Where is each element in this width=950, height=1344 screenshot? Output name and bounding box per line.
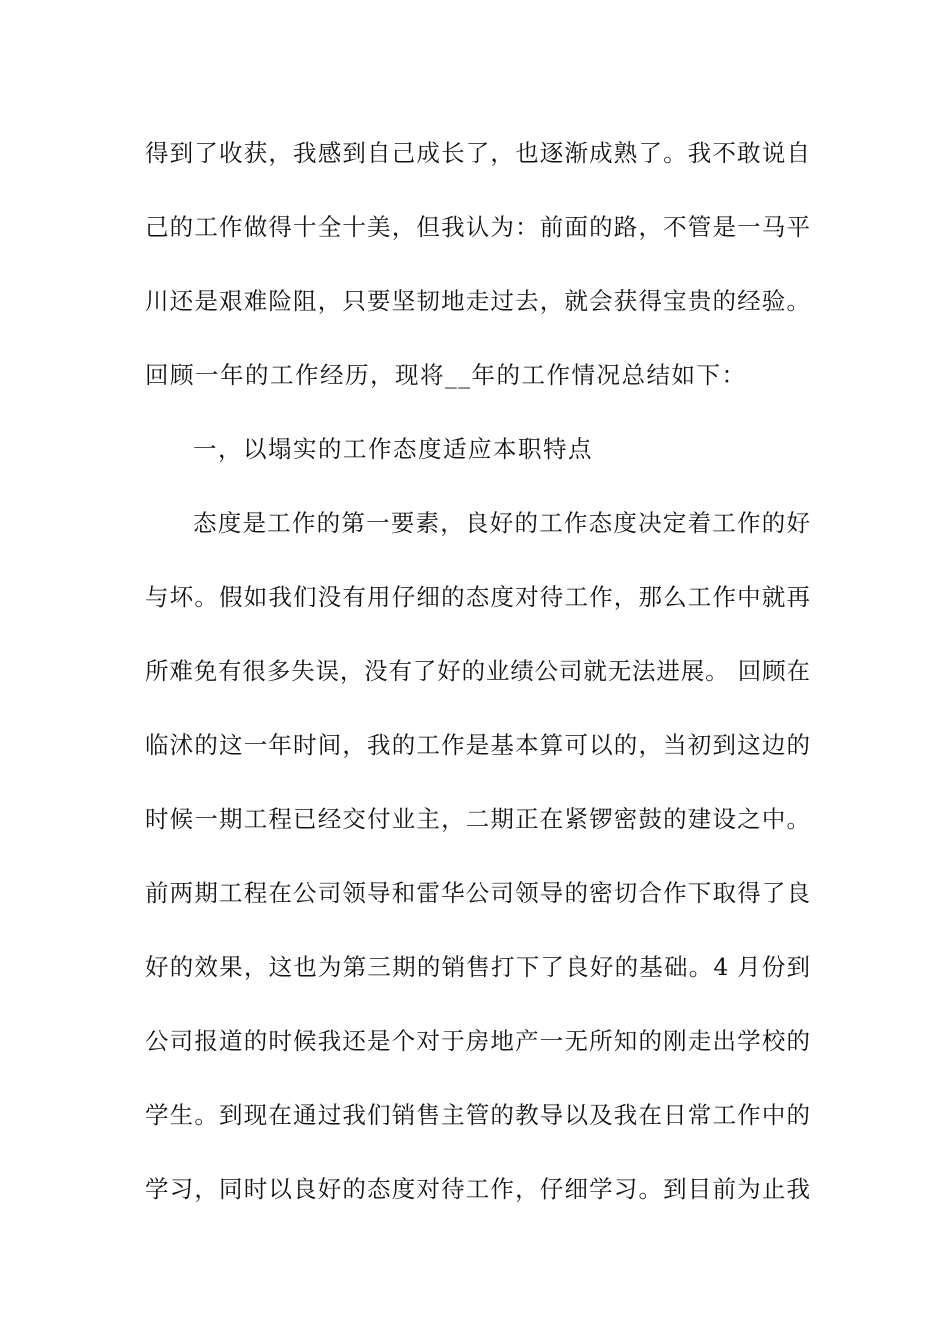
body-text-line: 学生。到现在通过我们销售主管的教导以及我在日常工作中的 <box>145 1101 810 1129</box>
body-text-line: 前两期工程在公司领导和雷华公司领导的密切合作下取得了良 <box>145 879 810 907</box>
body-text-line: 与坏。假如我们没有用仔细的态度对待工作，那么工作中就再 <box>145 583 810 611</box>
section-heading: 一，以塌实的工作态度适应本职特点 <box>193 435 593 463</box>
body-text-line: 好的效果，这也为第三期的销售打下了良好的基础。4 月份到 <box>145 953 810 981</box>
body-text-line: 态度是工作的第一要素，良好的工作态度决定着工作的好 <box>193 509 810 537</box>
body-text-line: 时候一期工程已经交付业主，二期正在紧锣密鼓的建设之中。 <box>145 805 810 833</box>
body-text-line: 学习，同时以良好的态度对待工作，仔细学习。到目前为止我 <box>145 1175 810 1203</box>
body-text-line: 川还是艰难险阻，只要坚韧地走过去，就会获得宝贵的经验。 <box>145 287 810 315</box>
body-text-line: 己的工作做得十全十美，但我认为：前面的路，不管是一马平 <box>145 213 810 241</box>
body-text-line: 得到了收获，我感到自己成长了，也逐渐成熟了。我不敢说自 <box>145 139 810 167</box>
body-text-line: 回顾一年的工作经历，现将__年的工作情况总结如下： <box>145 361 747 389</box>
body-text-line: 所难免有很多失误，没有了好的业绩公司就无法进展。 回顾在 <box>145 657 810 685</box>
body-text-line: 公司报道的时候我还是个对于房地产一无所知的刚走出学校的 <box>145 1027 810 1055</box>
body-text-line: 临沭的这一年时间，我的工作是基本算可以的，当初到这边的 <box>145 731 810 759</box>
